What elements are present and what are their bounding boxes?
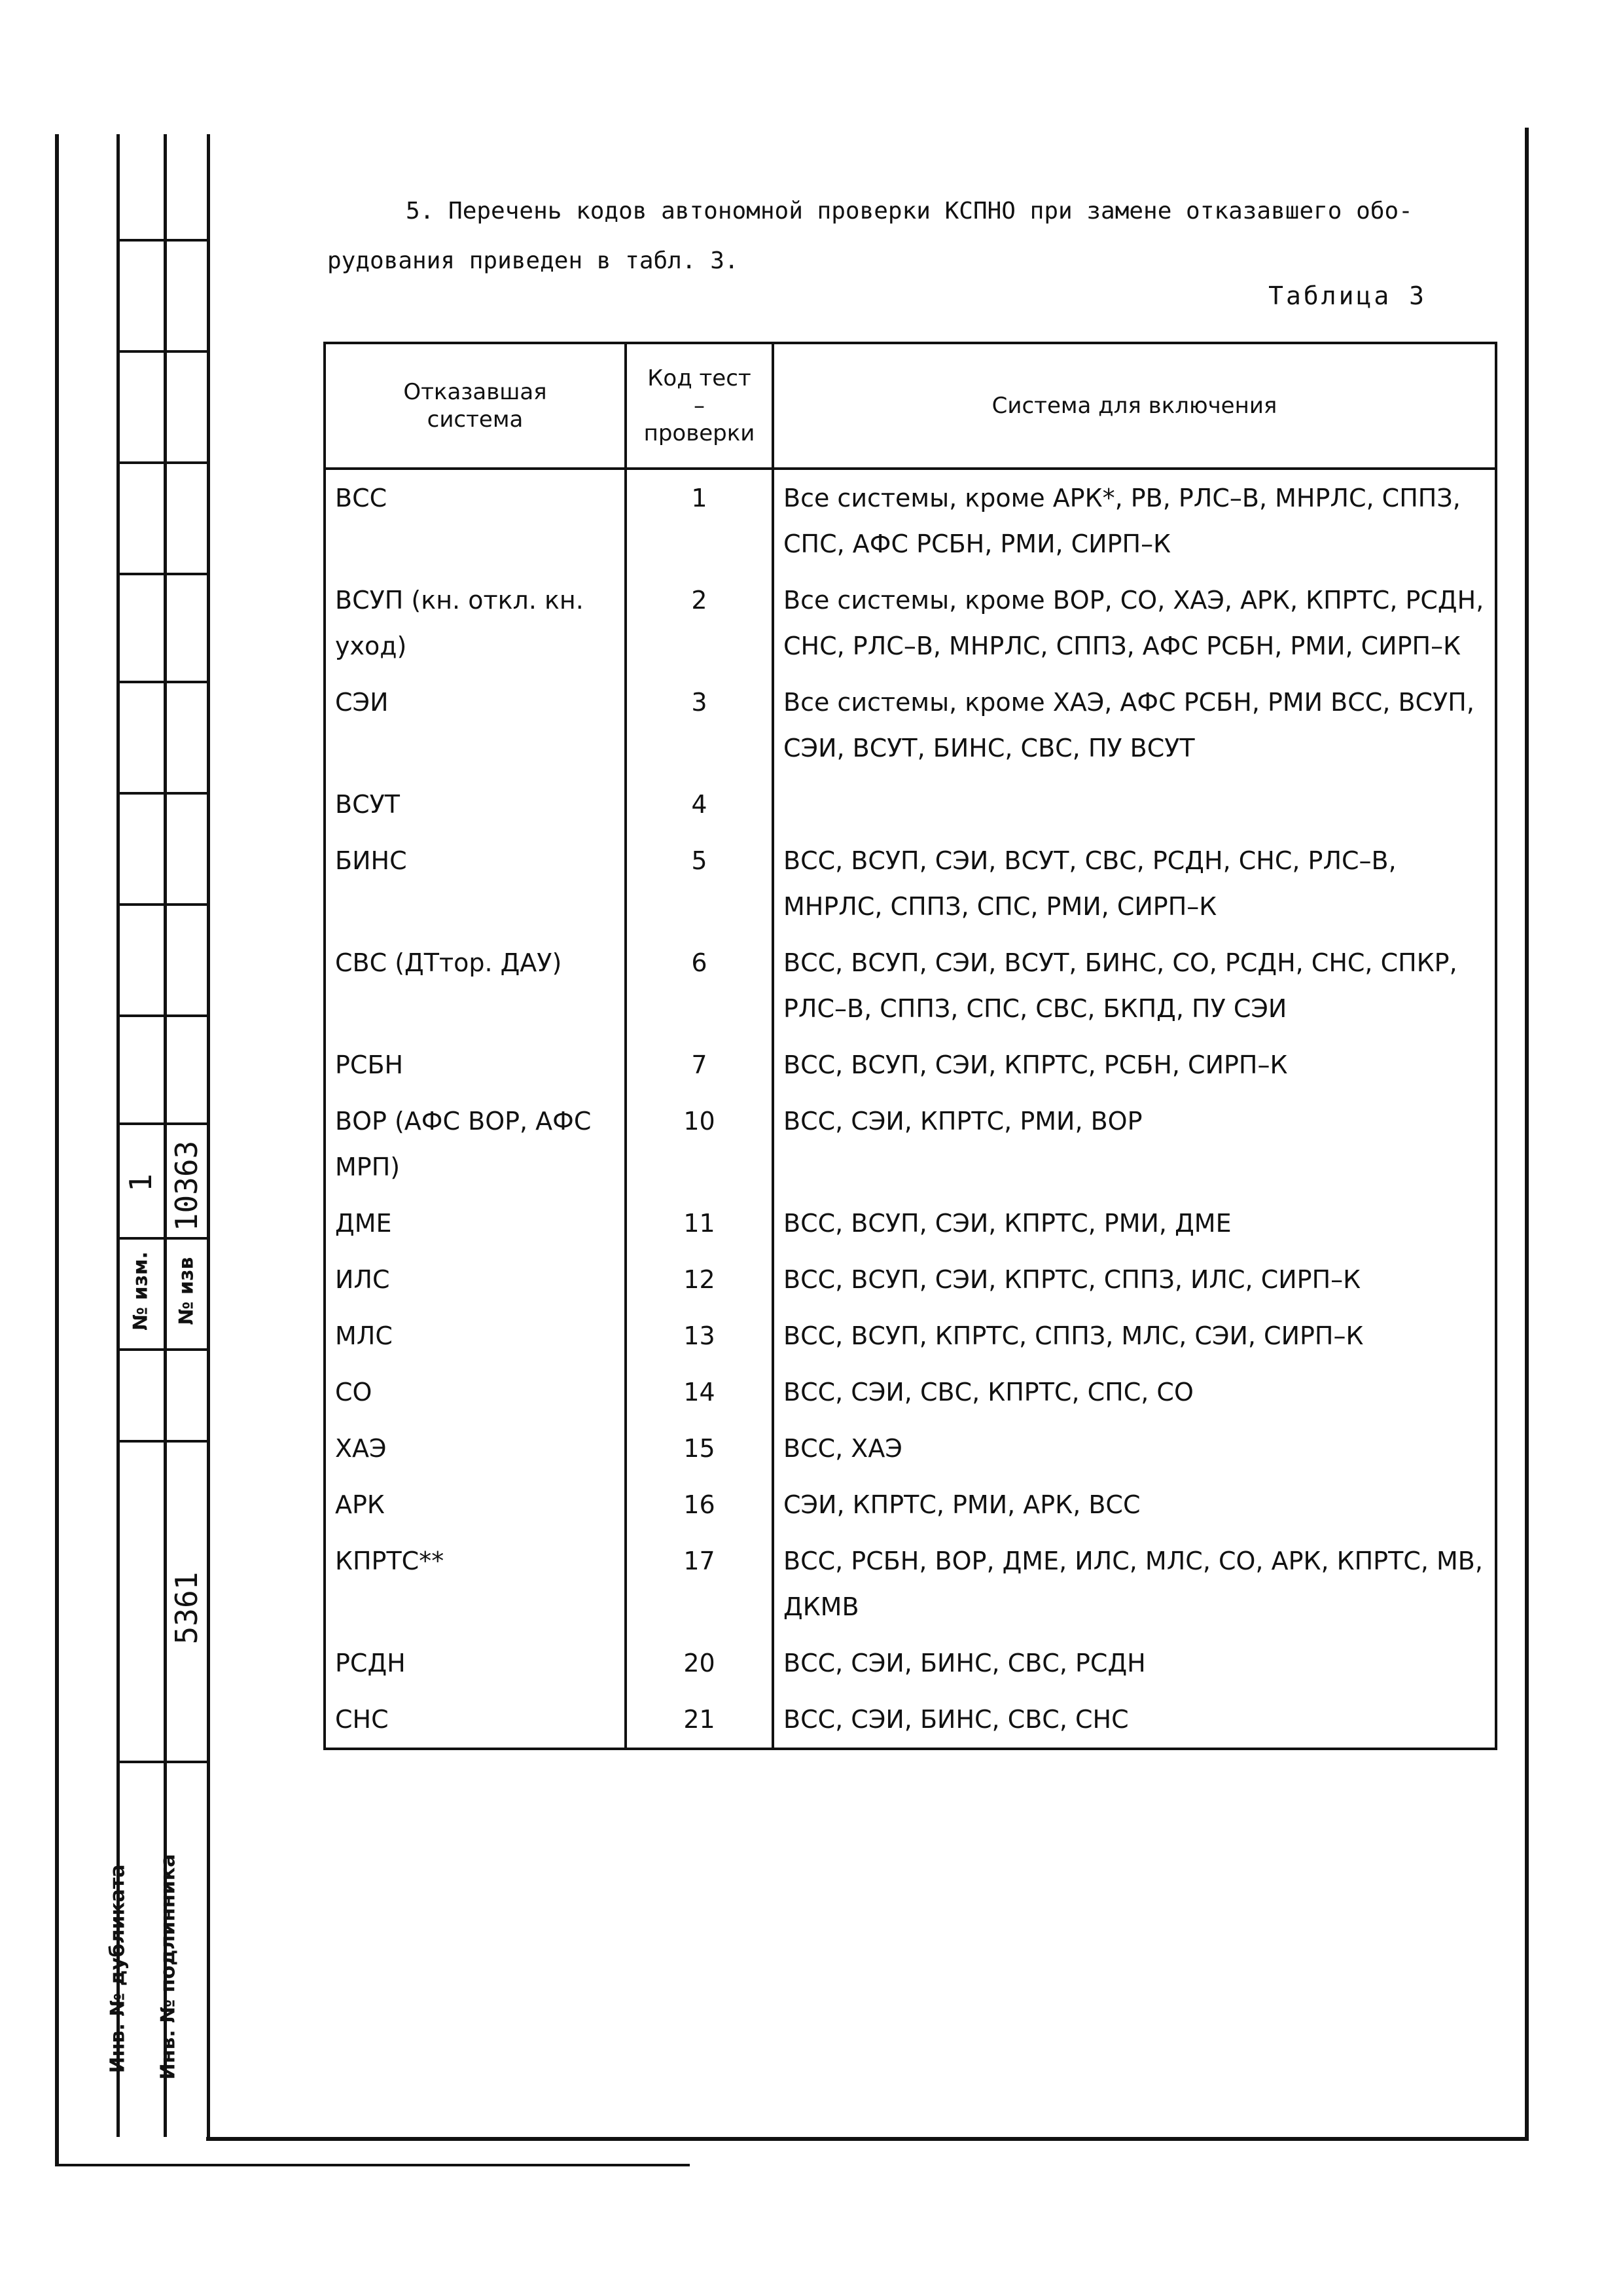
cell-failed-system: ХАЭ (325, 1420, 626, 1477)
table-row (325, 935, 1496, 1037)
cell-systems: ВСС, СЭИ, КПРТС, РМИ, ВОР (773, 1093, 1496, 1195)
cell-systems: ВСС, СЭИ, СВС, КПРТС, СПС, СО (773, 1364, 1496, 1420)
cell-failed-system: СВС (ДТтор. ДАУ) (325, 935, 626, 1037)
stamp-izv-value: 10363 (169, 1140, 204, 1232)
cell-failed-system: РСБН (325, 1037, 626, 1093)
cell-systems: ВСС, ВСУП, СЭИ, КПРТС, РМИ, ДМЕ (773, 1195, 1496, 1251)
cell-test-code: 2 (626, 572, 773, 674)
cell-systems: Все системы, кроме АРК*, РВ, РЛС–В, МНРЛС, СППЗ, СПС, АФС РСБН, РМИ, СИРП–К (773, 469, 1496, 572)
cell-systems: ВСС, СЭИ, БИНС, СВС, РСДН (773, 1635, 1496, 1691)
stamp-izv-label: № изв (175, 1257, 198, 1325)
table-row (325, 469, 1496, 572)
stamp-line (116, 350, 210, 353)
frame-bottom-border (206, 2137, 1529, 2141)
stamp-line (116, 1761, 210, 1763)
cell-systems: ВСС, ХАЭ (773, 1420, 1496, 1477)
cell-failed-system: КПРТС** (325, 1533, 626, 1635)
intro-line-2: рудования приведен в табл. 3. (327, 247, 739, 274)
cell-failed-system: АРК (325, 1477, 626, 1533)
cell-test-code: 20 (626, 1635, 773, 1691)
table-row (325, 572, 1496, 674)
table-row (325, 776, 1496, 833)
cell-test-code: 11 (626, 1195, 773, 1251)
cell-test-code: 7 (626, 1037, 773, 1093)
table-row (325, 674, 1496, 776)
cell-failed-system: ВОР (АФС ВОР, АФС МРП) (325, 1093, 626, 1195)
cell-failed-system: ДМЕ (325, 1195, 626, 1251)
header-failed-system: Отказавшая система (325, 343, 626, 469)
cell-failed-system: РСДН (325, 1635, 626, 1691)
cell-test-code: 16 (626, 1477, 773, 1533)
stamp-izm-label: № изм. (129, 1251, 152, 1331)
cell-test-code: 13 (626, 1308, 773, 1364)
cell-test-code: 17 (626, 1533, 773, 1635)
stamp-line (116, 573, 210, 575)
stamp-inv-podl-value: 5361 (169, 1571, 204, 1645)
cell-failed-system: СЭИ (325, 674, 626, 776)
cell-systems: ВСС, ВСУП, СЭИ, КПРТС, РСБН, СИРП–К (773, 1037, 1496, 1093)
cell-test-code: 10 (626, 1093, 773, 1195)
codes-table (323, 342, 1497, 1750)
table-row (325, 1420, 1496, 1477)
stamp-line (116, 1348, 210, 1351)
cell-test-code: 14 (626, 1364, 773, 1420)
cell-test-code: 4 (626, 776, 773, 833)
table-row (325, 1251, 1496, 1308)
table-row (325, 1037, 1496, 1093)
cell-test-code: 6 (626, 935, 773, 1037)
stamp-dubl-label: Инв. № дубликата (106, 1864, 130, 2073)
cell-test-code: 21 (626, 1691, 773, 1749)
table-title: Таблица 3 (1268, 281, 1427, 310)
cell-failed-system: ИЛС (325, 1251, 626, 1308)
stamp-podl-label: Инв. № подлинника (156, 1854, 180, 2080)
stamp-line (116, 792, 210, 795)
cell-test-code: 15 (626, 1420, 773, 1477)
frame-outer-left-border (55, 134, 59, 2166)
cell-failed-system: СО (325, 1364, 626, 1420)
cell-failed-system: ВСС (325, 469, 626, 572)
frame-right-border (1525, 128, 1529, 2140)
stamp-line (116, 1440, 210, 1443)
stamp-line (116, 461, 210, 464)
cell-systems: Все системы, кроме ХАЭ, АФС РСБН, РМИ ВСС, ВСУП, СЭИ, ВСУТ, БИНС, СВС, ПУ ВСУТ (773, 674, 1496, 776)
table-row (325, 1364, 1496, 1420)
cell-systems: СЭИ, КПРТС, РМИ, АРК, ВСС (773, 1477, 1496, 1533)
cell-failed-system: СНС (325, 1691, 626, 1749)
intro-line-1: 5. Перечень кодов автономной проверки КСПНО при замене отказавшего обо- (406, 198, 1413, 224)
cell-test-code: 5 (626, 833, 773, 935)
cell-systems: Все системы, кроме ВОР, СО, ХАЭ, АРК, КПРТС, РСДН, СНС, РЛС–В, МНРЛС, СППЗ, АФС РСБН, РМИ, СИРП–К (773, 572, 1496, 674)
table-row (325, 1477, 1496, 1533)
cell-test-code: 12 (626, 1251, 773, 1308)
header-test-code: Код тест – проверки (626, 343, 773, 469)
cell-systems: ВСС, РСБН, ВОР, ДМЕ, ИЛС, МЛС, СО, АРК, КПРТС, МВ, ДКМВ (773, 1533, 1496, 1635)
stamp-line (116, 239, 210, 242)
stamp-line (116, 903, 210, 906)
cell-failed-system: ВСУТ (325, 776, 626, 833)
header-systems-to-enable: Система для включения (773, 343, 1496, 469)
stamp-line (164, 134, 167, 2137)
stamp-izm-value: 1 (123, 1174, 158, 1192)
cell-test-code: 1 (626, 469, 773, 572)
cell-failed-system: БИНС (325, 833, 626, 935)
stamp-line (116, 134, 120, 2137)
cell-failed-system: МЛС (325, 1308, 626, 1364)
stamp-line (116, 1014, 210, 1017)
cell-systems: ВСС, ВСУП, КПРТС, СППЗ, МЛС, СЭИ, СИРП–К (773, 1308, 1496, 1364)
table-row (325, 1308, 1496, 1364)
intro-paragraph (327, 187, 1492, 286)
cell-systems: ВСС, СЭИ, БИНС, СВС, СНС (773, 1691, 1496, 1749)
table-row (325, 1195, 1496, 1251)
cell-systems: ВСС, ВСУП, СЭИ, ВСУТ, БИНС, СО, РСДН, СНС, СПКР, РЛС–В, СППЗ, СПС, СВС, БКПД, ПУ СЭИ (773, 935, 1496, 1037)
cell-failed-system: ВСУП (кн. откл. кн. уход) (325, 572, 626, 674)
frame-outer-bottom-border (55, 2164, 690, 2166)
table-row (325, 1093, 1496, 1195)
stamp-line (207, 134, 210, 2140)
table-row (325, 833, 1496, 935)
table-row (325, 1533, 1496, 1635)
cell-systems: ВСС, ВСУП, СЭИ, ВСУТ, СВС, РСДН, СНС, РЛС–В, МНРЛС, СППЗ, СПС, РМИ, СИРП–К (773, 833, 1496, 935)
table-header-row (325, 343, 1496, 469)
cell-test-code: 3 (626, 674, 773, 776)
cell-systems: ВСС, ВСУП, СЭИ, КПРТС, СППЗ, ИЛС, СИРП–К (773, 1251, 1496, 1308)
table-row (325, 1691, 1496, 1749)
stamp-line (116, 681, 210, 683)
cell-systems (773, 776, 1496, 833)
table-row (325, 1635, 1496, 1691)
